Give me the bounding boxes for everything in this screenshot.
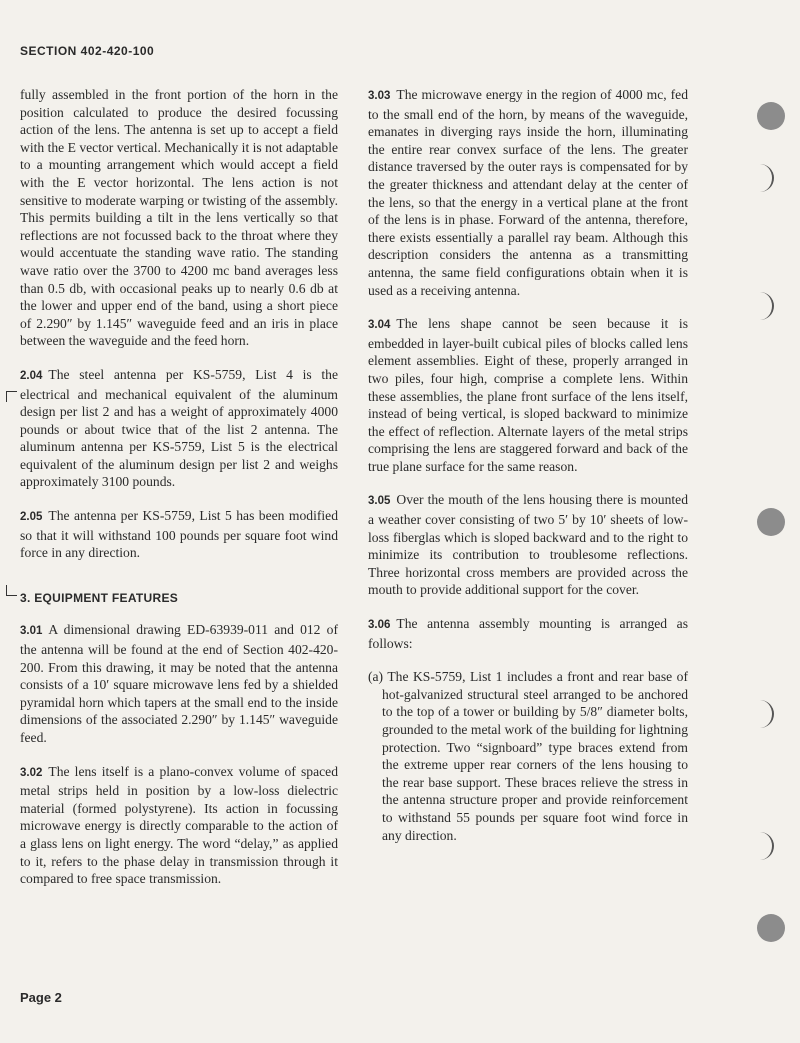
section-heading: 3. EQUIPMENT FEATURES <box>20 590 179 605</box>
paragraph-text: Over the mouth of the lens housing there is mounted a weather cover consisting of two 5′ by 10′ sheets of low-loss fiberglas which is sloped backward and to the right to minimize its contribution to troublesome reflections. Three horizontal cross members are provided across the mouth to provide additional support for the cover. <box>368 492 688 598</box>
revision-mark-start <box>6 391 17 402</box>
page-number: Page 2 <box>20 990 62 1005</box>
binder-hole <box>757 914 785 942</box>
paragraph-number: 3.05 <box>368 495 391 508</box>
paragraph-3-03 <box>368 86 688 299</box>
binder-hole <box>757 102 785 130</box>
paragraph-number: 3.06 <box>368 619 391 632</box>
paragraph-number: 3.01 <box>20 625 43 638</box>
paragraph-number: 3.02 <box>20 766 43 779</box>
paragraph-text: The antenna assembly mounting is arranged as follows: <box>368 616 688 651</box>
paragraph-text: The microwave energy in the region of 4000 mc, fed to the small end of the horn, by means of the waveguide, emanates in diverging rays inside the horn, illuminating the entire rear convex surface of the lens. The greater distance traversed by the outer rays is compensated for by the greater thickness and attendant delay at the center of the lens, so that the energy in a vertical plane at the front of the lens is in phase. Forward of the antenna, therefore, there exists essentially a parallel ray beam. Although this description considers the antenna as a transmitting antenna, the same field configurations obtain when it is used as a receiving antenna. <box>368 87 688 298</box>
binder-hole <box>757 508 785 536</box>
paragraph-number: 2.05 <box>20 511 43 524</box>
revision-mark-end <box>6 585 17 596</box>
paragraph-text: A dimensional drawing ED-63939-011 and 012 of the antenna will be found at the end of Section 402-420-200. From this drawing, it may be noted that the antenna consists of a 10′ square microwave lens fed by a shielded pyramidal horn which tapers at the small end to the inside dimensions of the associated 2.290″ by 1.145″ waveguide feed. <box>20 622 338 745</box>
paragraph-3-06 <box>368 615 688 652</box>
binder-hole-edge <box>758 292 774 320</box>
binder-hole-edge <box>758 700 774 728</box>
paragraph-text: The lens itself is a plano-convex volume of spaced metal strips held in position by a low-loss dielectric material (formed polystyrene). Its action in focussing microwave energy is directly comparable to the action of a glass lens on light energy. The word “delay,” as applied to it, refers to the phase delay in transmission through it compared to free space transmission. <box>20 763 338 887</box>
paragraph-2-04 <box>20 366 338 491</box>
paragraph-3-05 <box>368 491 688 599</box>
paragraph-3-02 <box>20 763 338 888</box>
paragraph-text: fully assembled in the front portion of the horn in the position calculated to produce the desired focussing action of the lens. The antenna is set up to accept a field with the E vector vertical. Mechanically it is not adaptable to a mounting arrangement which would accept a field with the E vector horizontal. The lens action is not sensitive to moderate warping or twisting of the assembly. This permits building a tilt in the lens vertically so that reflections are not focussed back to the throat where they would accentuate the standing wave ratio. The standing wave ratio over the 3700 to 4200 mc band averages less than 0.5 db, with occasional peaks up to nearly 0.6 db at the lower and upper end of the band, using a short piece of 2.290″ by 1.145″ waveguide feed and an iris in place between the waveguide and the feed horn. <box>20 87 338 349</box>
paragraph-number: 3.04 <box>368 319 391 332</box>
paragraph-2-05 <box>20 507 338 562</box>
paragraph-number: 3.03 <box>368 90 391 102</box>
binder-hole-edge <box>758 832 774 860</box>
paragraph-3-06-a <box>368 668 688 844</box>
right-column <box>368 86 688 844</box>
left-column <box>20 86 338 904</box>
paragraph-text: The steel antenna per KS-5759, List 4 is the electrical and mechanical equivalent of the aluminum design per list 2 and has a weight of approximately 4000 pounds or about twice that of the list 2 antenna. The aluminum antenna per KS-5759, List 5 is the electrical equivalent of the aluminum design per list 2 and weighs approximately 3100 pounds. <box>20 366 338 490</box>
binder-hole-edge <box>758 164 774 192</box>
paragraph-text: (a) The KS-5759, List 1 includes a front and rear base of hot-galvanized structural steel arranged to be anchored to the top of a tower or building by 5/8″ diameter bolts, grounded to the metal work of the building for lightning protection. Two “signboard” type braces extend from the extreme upper rear corners of the lens housing to the rear base support. These braces relieve the stress in the antenna structure proper and provide reinforcement to withstand 55 pounds per square foot wind force in any direction. <box>368 669 688 843</box>
paragraph-text: The antenna per KS-5759, List 5 has been modified so that it will withstand 100 pounds per square foot wind force in any direction. <box>20 508 338 561</box>
section-header: SECTION 402-420-100 <box>20 44 155 58</box>
paragraph-3-04 <box>368 315 688 475</box>
paragraph-3-01 <box>20 621 338 746</box>
paragraph-text: The lens shape cannot be seen because it is embedded in layer-built cubical piles of blocks called lens element assemblies. Eight of these, properly arranged in two piles, four high, comprise a complete lens. Within these assemblies, the plane front surface of the lens itself, instead of being vertical, is sloped backward to minimize the effect of reflection. Alternate layers of the metal strips comprising the lens are staggered forward and back of the true plane surface for the same reason. <box>368 316 688 474</box>
paragraph-continued <box>20 86 338 350</box>
paragraph-number: 2.04 <box>20 369 43 382</box>
